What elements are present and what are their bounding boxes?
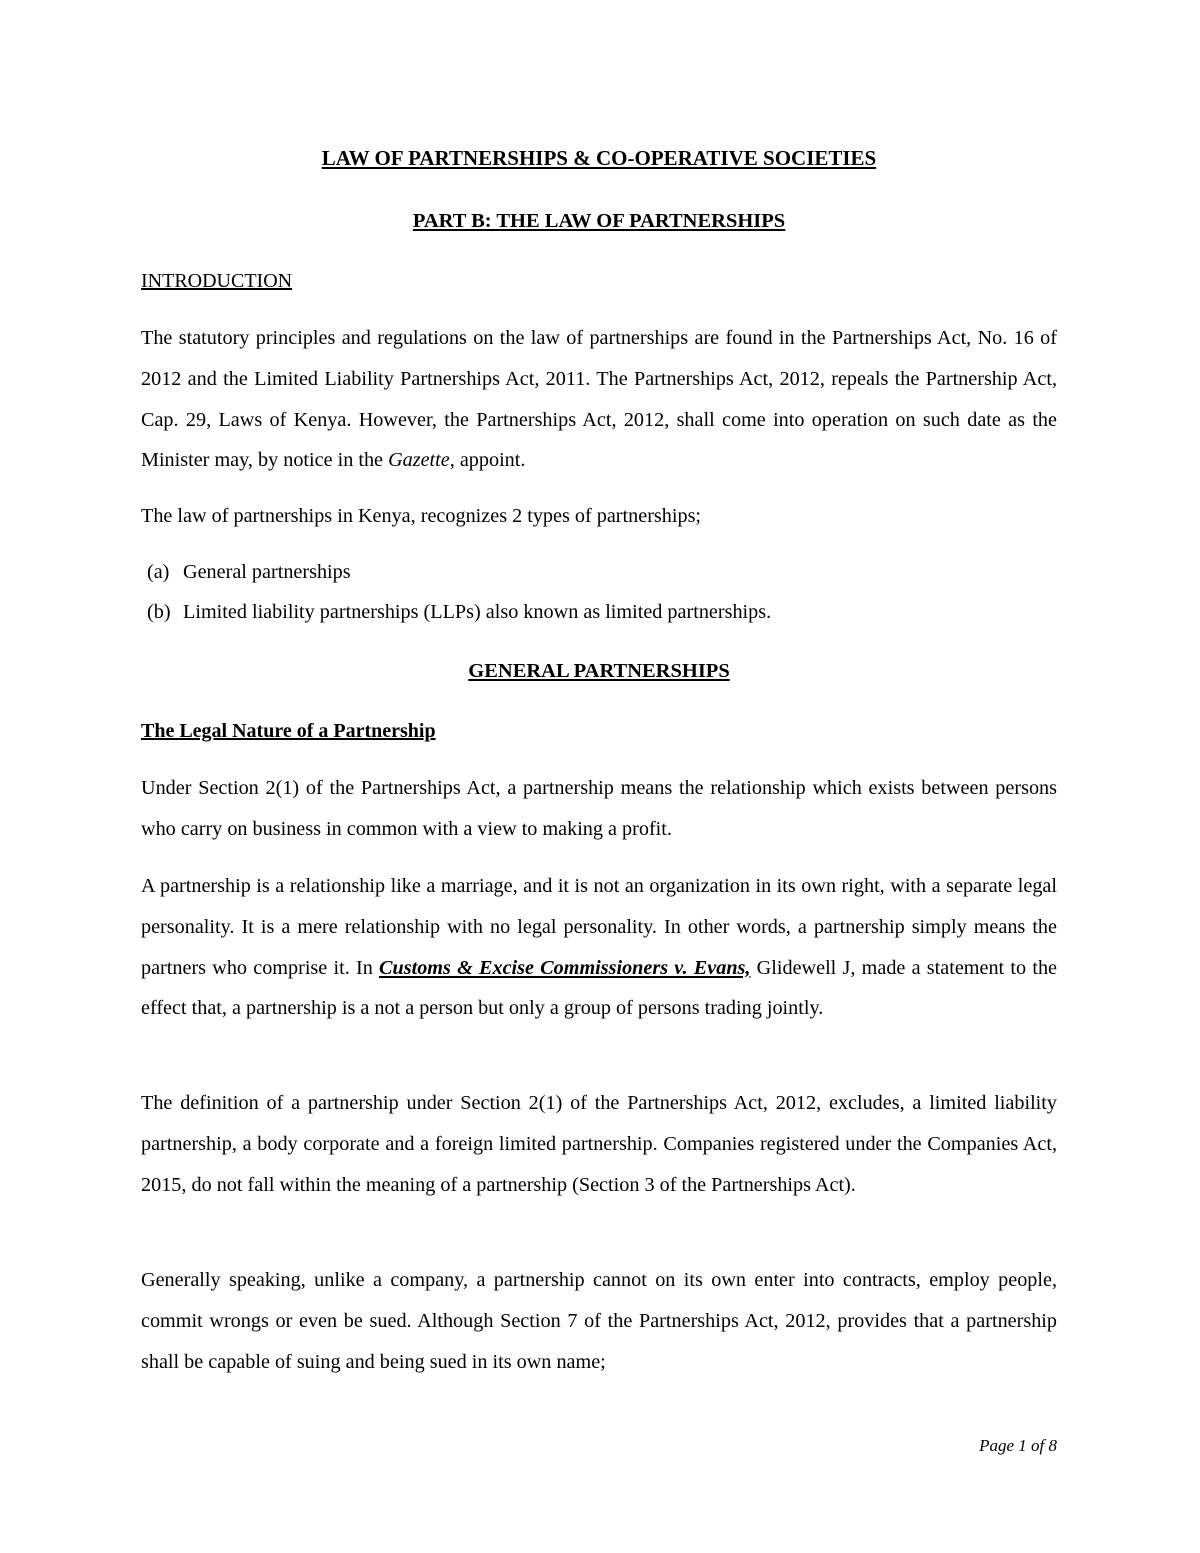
generally-paragraph: Generally speaking, unlike a company, a partnership cannot on its own enter into contracts, employ people, commit wrongs or even be sued. Although Section 7 of the Partnerships Act, 2012, provides that a partnership shall be capable of suing and being sued in its own name; — [141, 1269, 1057, 1373]
general-partnerships-heading: GENERAL PARTNERSHIPS — [468, 660, 730, 682]
definition-paragraph: The definition of a partnership under Section 2(1) of the Partnerships Act, 2012, excludes, a limited liability partnership, a body corporate and a foreign limited partnership. Companies registered under the Companies Act, 2015, do not fall within the meaning of a partnership (Section 3 of the Partnerships Act). — [141, 1092, 1057, 1196]
document-page — [141, 0, 1057, 1553]
page-number: Page 1 of 8 — [979, 1436, 1057, 1455]
introduction-heading: INTRODUCTION — [141, 270, 293, 292]
gazette-text: Gazette — [388, 449, 450, 472]
intro-text-2: , appoint. — [449, 449, 526, 472]
document-title: LAW OF PARTNERSHIPS & CO-OPERATIVE SOCIETIES — [321, 146, 877, 170]
case-citation: Customs & Excise Commissioners v. Evans, — [379, 956, 751, 979]
list-item — [147, 601, 771, 624]
list-item-text: Limited liability partnerships (LLPs) also known as limited partnerships. — [183, 601, 772, 623]
section-2-paragraph: Under Section 2(1) of the Partnerships Act, a partnership means the relationship which exists between persons who carry on business in common with a view to making a profit. — [141, 777, 1057, 840]
intro-text-1: The statutory principles and regulations on the law of partnerships are found in the Partnerships Act, No. 16 of 2012 and the Limited Liability Partnerships Act, 2011. The Partnerships Act, 2012, repeals the Partnership Act, Cap. 29, Laws of Kenya. However, the Partnerships Act, 2012, shall come into operation on such date as the Minister may, by notice in the — [141, 327, 1057, 472]
legal-nature-heading: The Legal Nature of a Partnership — [141, 720, 436, 742]
list-item — [147, 561, 351, 584]
intro-paragraph — [141, 318, 1057, 481]
types-intro: The law of partnerships in Kenya, recognizes 2 types of partnerships; — [141, 505, 702, 527]
list-marker: (a) — [147, 561, 170, 583]
list-marker: (b) — [147, 601, 171, 623]
list-item-text: General partnerships — [183, 561, 351, 583]
marriage-text-2: Glidewell J, made a statement to the effect that, a partnership is a not a person but only a group of persons trading jointly. — [141, 956, 1057, 1020]
marriage-paragraph — [141, 866, 1057, 1029]
marriage-text-1: A partnership is a relationship like a marriage, and it is not an organization in its own right, with a separate legal personality. It is a mere relationship with no legal personality. In other words, a partnership simply means the partners who comprise it. In — [141, 875, 1057, 979]
part-title: PART B: THE LAW OF PARTNERSHIPS — [412, 210, 786, 232]
